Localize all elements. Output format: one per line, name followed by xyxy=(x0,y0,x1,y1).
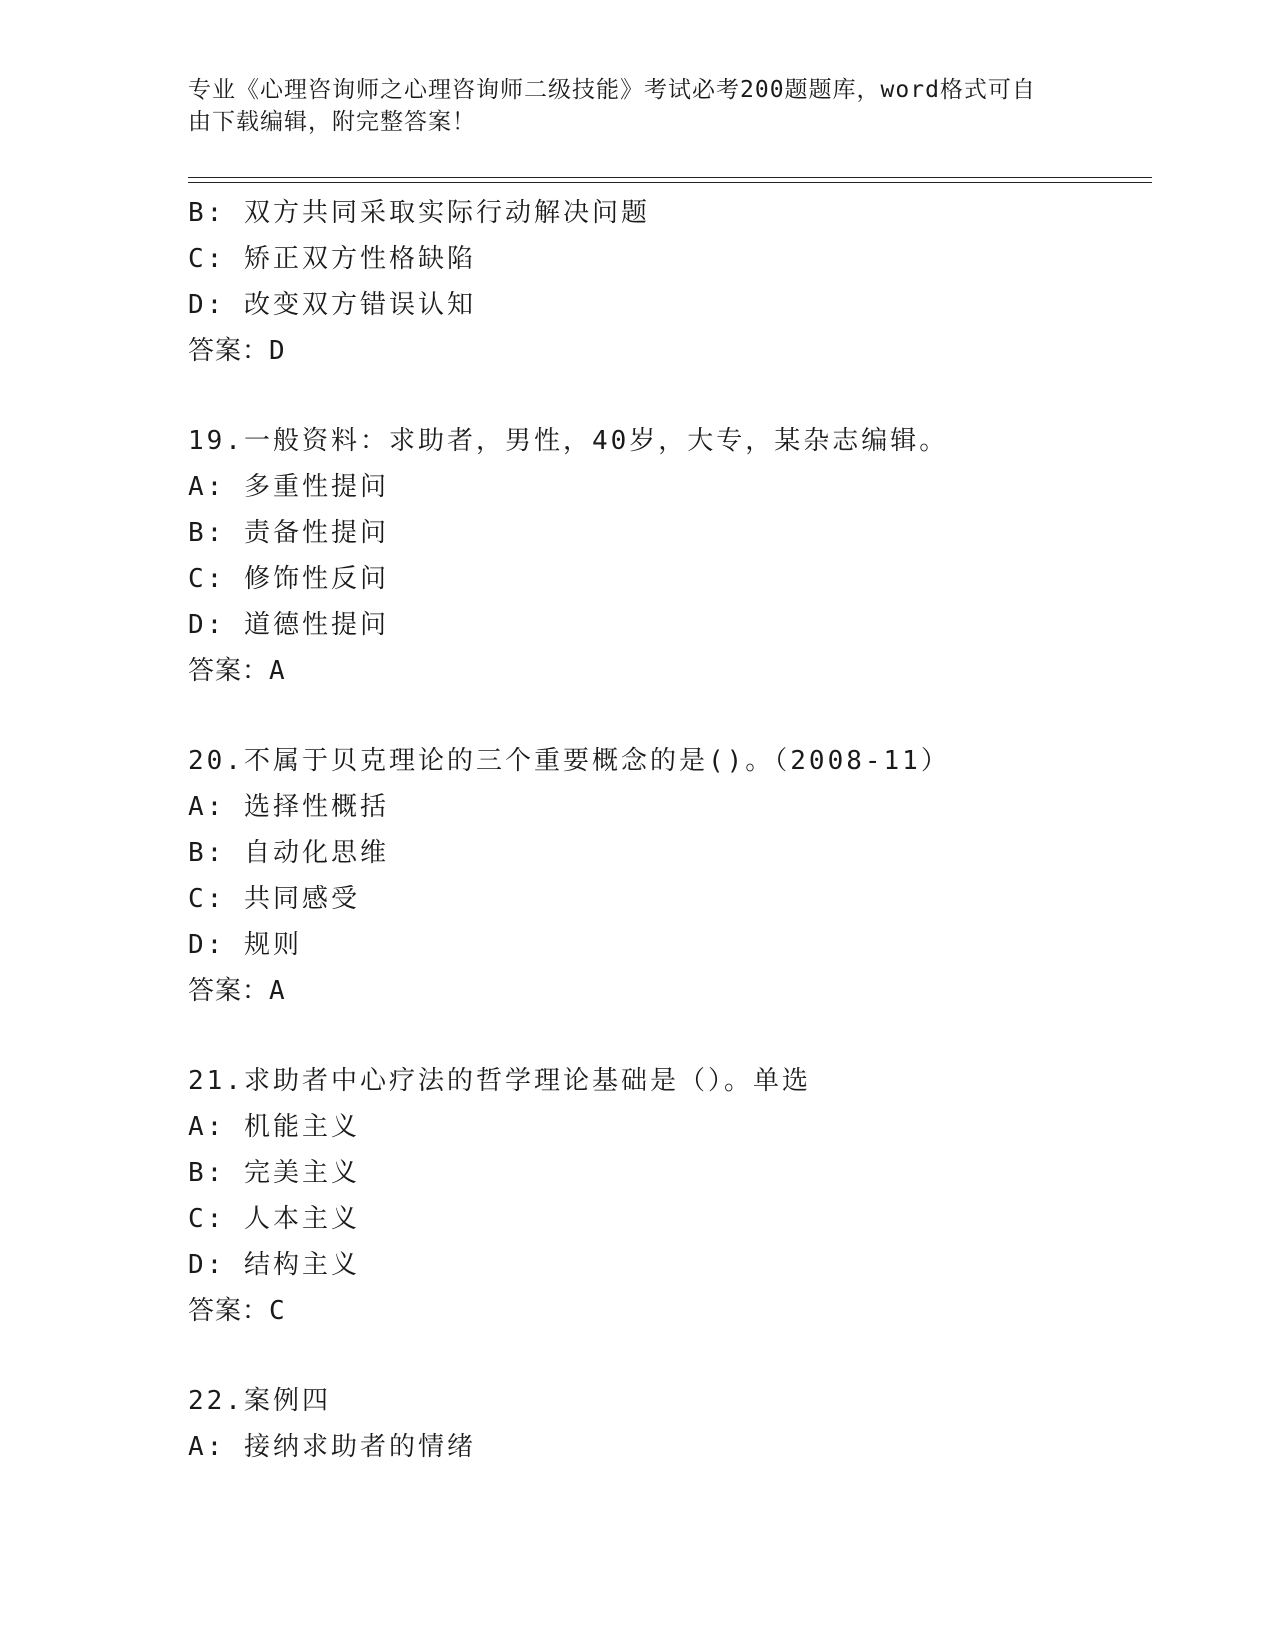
answer-line: 答案：D xyxy=(188,336,286,366)
option-c: C: 矫正双方性格缺陷 xyxy=(188,244,476,274)
option-d: D: 改变双方错误认知 xyxy=(188,290,476,320)
question-spacer xyxy=(188,374,1152,418)
option-a: A: 机能主义 xyxy=(188,1112,360,1142)
answer-line: 答案：C xyxy=(188,1296,286,1326)
document-body xyxy=(188,190,1152,1470)
question-title: 20.不属于贝克理论的三个重要概念的是()。（2008-11） xyxy=(188,746,950,776)
header-divider-bottom xyxy=(188,182,1152,183)
question-title: 19.一般资料：求助者，男性，40岁，大专，某杂志编辑。 xyxy=(188,426,949,456)
question-19 xyxy=(188,418,1152,694)
header-line-1: 专业《心理咨询师之心理咨询师二级技能》考试必考200题题库，word格式可自 xyxy=(188,77,1036,103)
question-title: 22.案例四 xyxy=(188,1386,331,1416)
option-c: C: 共同感受 xyxy=(188,884,360,914)
answer-line: 答案：A xyxy=(188,976,286,1006)
option-b: B: 责备性提问 xyxy=(188,518,389,548)
option-a: A: 选择性概括 xyxy=(188,792,389,822)
question-20 xyxy=(188,738,1152,1014)
question-spacer xyxy=(188,694,1152,738)
option-c: C: 人本主义 xyxy=(188,1204,360,1234)
option-a: A: 多重性提问 xyxy=(188,472,389,502)
option-d: D: 结构主义 xyxy=(188,1250,360,1280)
question-spacer xyxy=(188,1014,1152,1058)
option-b: B: 完美主义 xyxy=(188,1158,360,1188)
option-d: D: 规则 xyxy=(188,930,302,960)
question-22 xyxy=(188,1378,1152,1470)
document-header xyxy=(188,74,1068,138)
option-b: B: 双方共同采取实际行动解决问题 xyxy=(188,198,650,228)
question-21 xyxy=(188,1058,1152,1334)
option-a: A: 接纳求助者的情绪 xyxy=(188,1432,476,1462)
question-title: 21.求助者中心疗法的哲学理论基础是（）。单选 xyxy=(188,1066,811,1096)
continued-question xyxy=(188,190,1152,374)
question-spacer xyxy=(188,1334,1152,1378)
option-c: C: 修饰性反问 xyxy=(188,564,389,594)
header-line-2: 由下载编辑，附完整答案！ xyxy=(188,109,476,135)
option-b: B: 自动化思维 xyxy=(188,838,389,868)
answer-line: 答案：A xyxy=(188,656,286,686)
option-d: D: 道德性提问 xyxy=(188,610,389,640)
header-divider-top xyxy=(188,177,1152,178)
